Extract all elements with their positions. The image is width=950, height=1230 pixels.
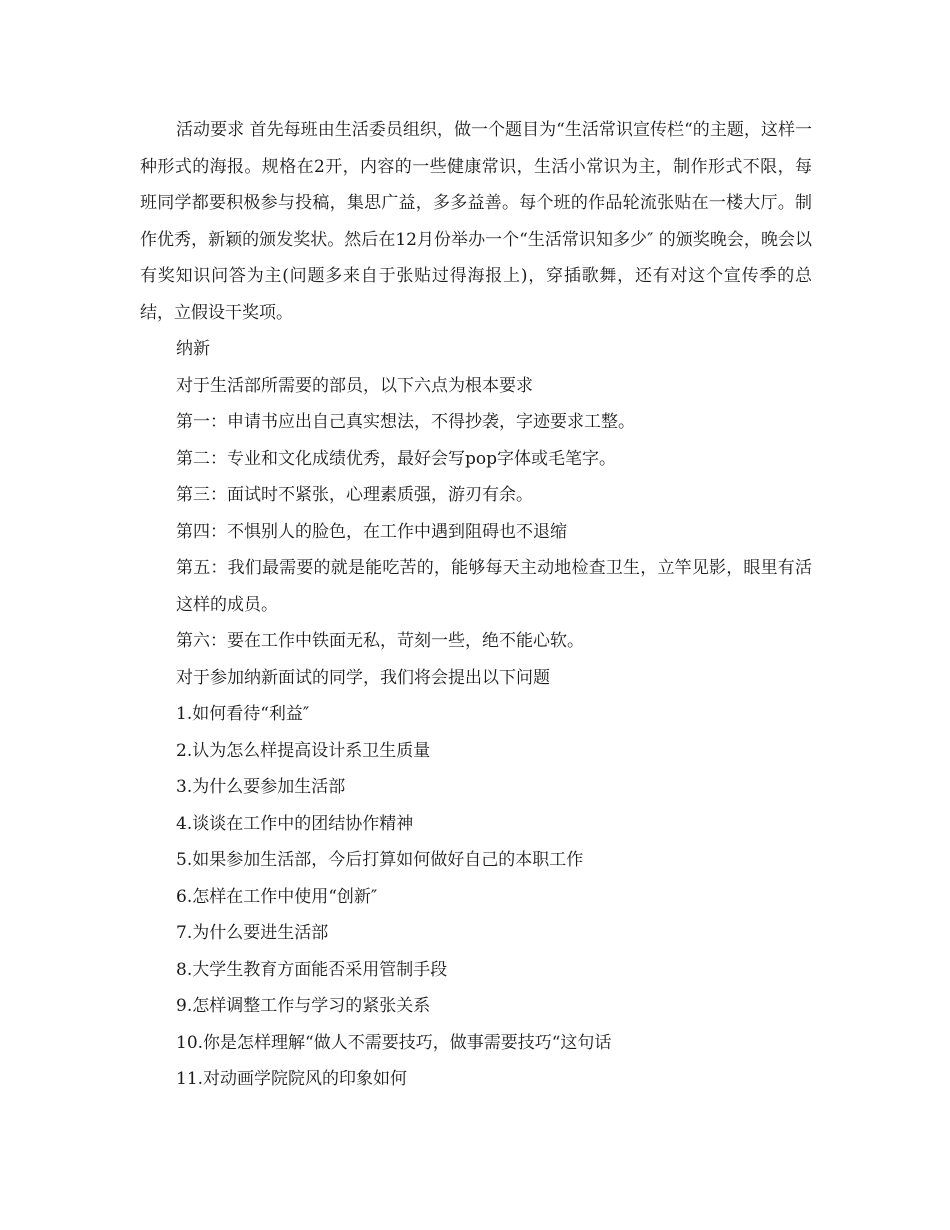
question-item: 2.认为怎么样提高设计系卫生质量 bbox=[176, 740, 431, 761]
questions-intro: 对于参加纳新面试的同学，我们将会提出以下问题 bbox=[176, 667, 550, 688]
requirement-item: 第五：我们最需要的就是能吃苦的，能够每天主动地检查卫生，立竿见影，眼里有活这样的成员。 bbox=[176, 558, 812, 615]
requirement-item: 第四：不惧别人的脸色，在工作中遇到阻碍也不退缩 bbox=[176, 521, 567, 542]
requirement-item: 第三：面试时不紧张，心理素质强，游刃有余。 bbox=[176, 485, 533, 505]
question-item: 1.如何看待“利益″ bbox=[176, 704, 310, 724]
requirement-item: 第六：要在工作中铁面无私，苛刻一些，绝不能心软。 bbox=[176, 631, 584, 651]
section-heading: 纳新 bbox=[176, 339, 210, 359]
question-item: 4.谈谈在工作中的团结协作精神 bbox=[176, 813, 414, 834]
question-item: 9.怎样调整工作与学习的紧张关系 bbox=[176, 996, 431, 1016]
question-item: 11.对动画学院院风的印象如何 bbox=[176, 1069, 408, 1089]
requirements-intro: 对于生活部所需要的部员，以下六点为根本要求 bbox=[176, 375, 533, 396]
question-item: 5.如果参加生活部，今后打算如何做好自己的本职工作 bbox=[176, 850, 584, 870]
intro-paragraph: 活动要求 首先每班由生活委员组织，做一个题目为“生活常识宣传栏“的主题，这样一种形式的海报。规格在2开，内容的一些健康常识，生活小常识为主，制作形式不限，每班同学都要积极参与投稿，集思广益，多多益善。每个班的作品轮流张贴在一楼大厅。制作优秀，新颖的颁发奖状。然后在12月份举办一个“生活常识知多少″ 的颁奖晚会，晚会以有奖知识问答为主(问题多来自于张贴过得海报上)，穿插歌舞，还有对这个宣传季的总结，立假设干奖项。 bbox=[140, 120, 812, 323]
question-item: 10.你是怎样理解“做人不需要技巧，做事需要技巧“这句话 bbox=[176, 1032, 612, 1053]
question-item: 7.为什么要进生活部 bbox=[176, 923, 329, 943]
question-item: 3.为什么要参加生活部 bbox=[176, 777, 346, 797]
question-item: 6.怎样在工作中使用“创新″ bbox=[176, 886, 378, 907]
question-item: 8.大学生教育方面能否采用管制手段 bbox=[176, 959, 448, 980]
document-page bbox=[140, 112, 812, 1098]
requirement-item: 第一：申请书应出自己真实想法，不得抄袭，字迹要求工整。 bbox=[176, 412, 635, 432]
requirement-item: 第二：专业和文化成绩优秀，最好会写pop字体或毛笔字。 bbox=[176, 448, 616, 469]
